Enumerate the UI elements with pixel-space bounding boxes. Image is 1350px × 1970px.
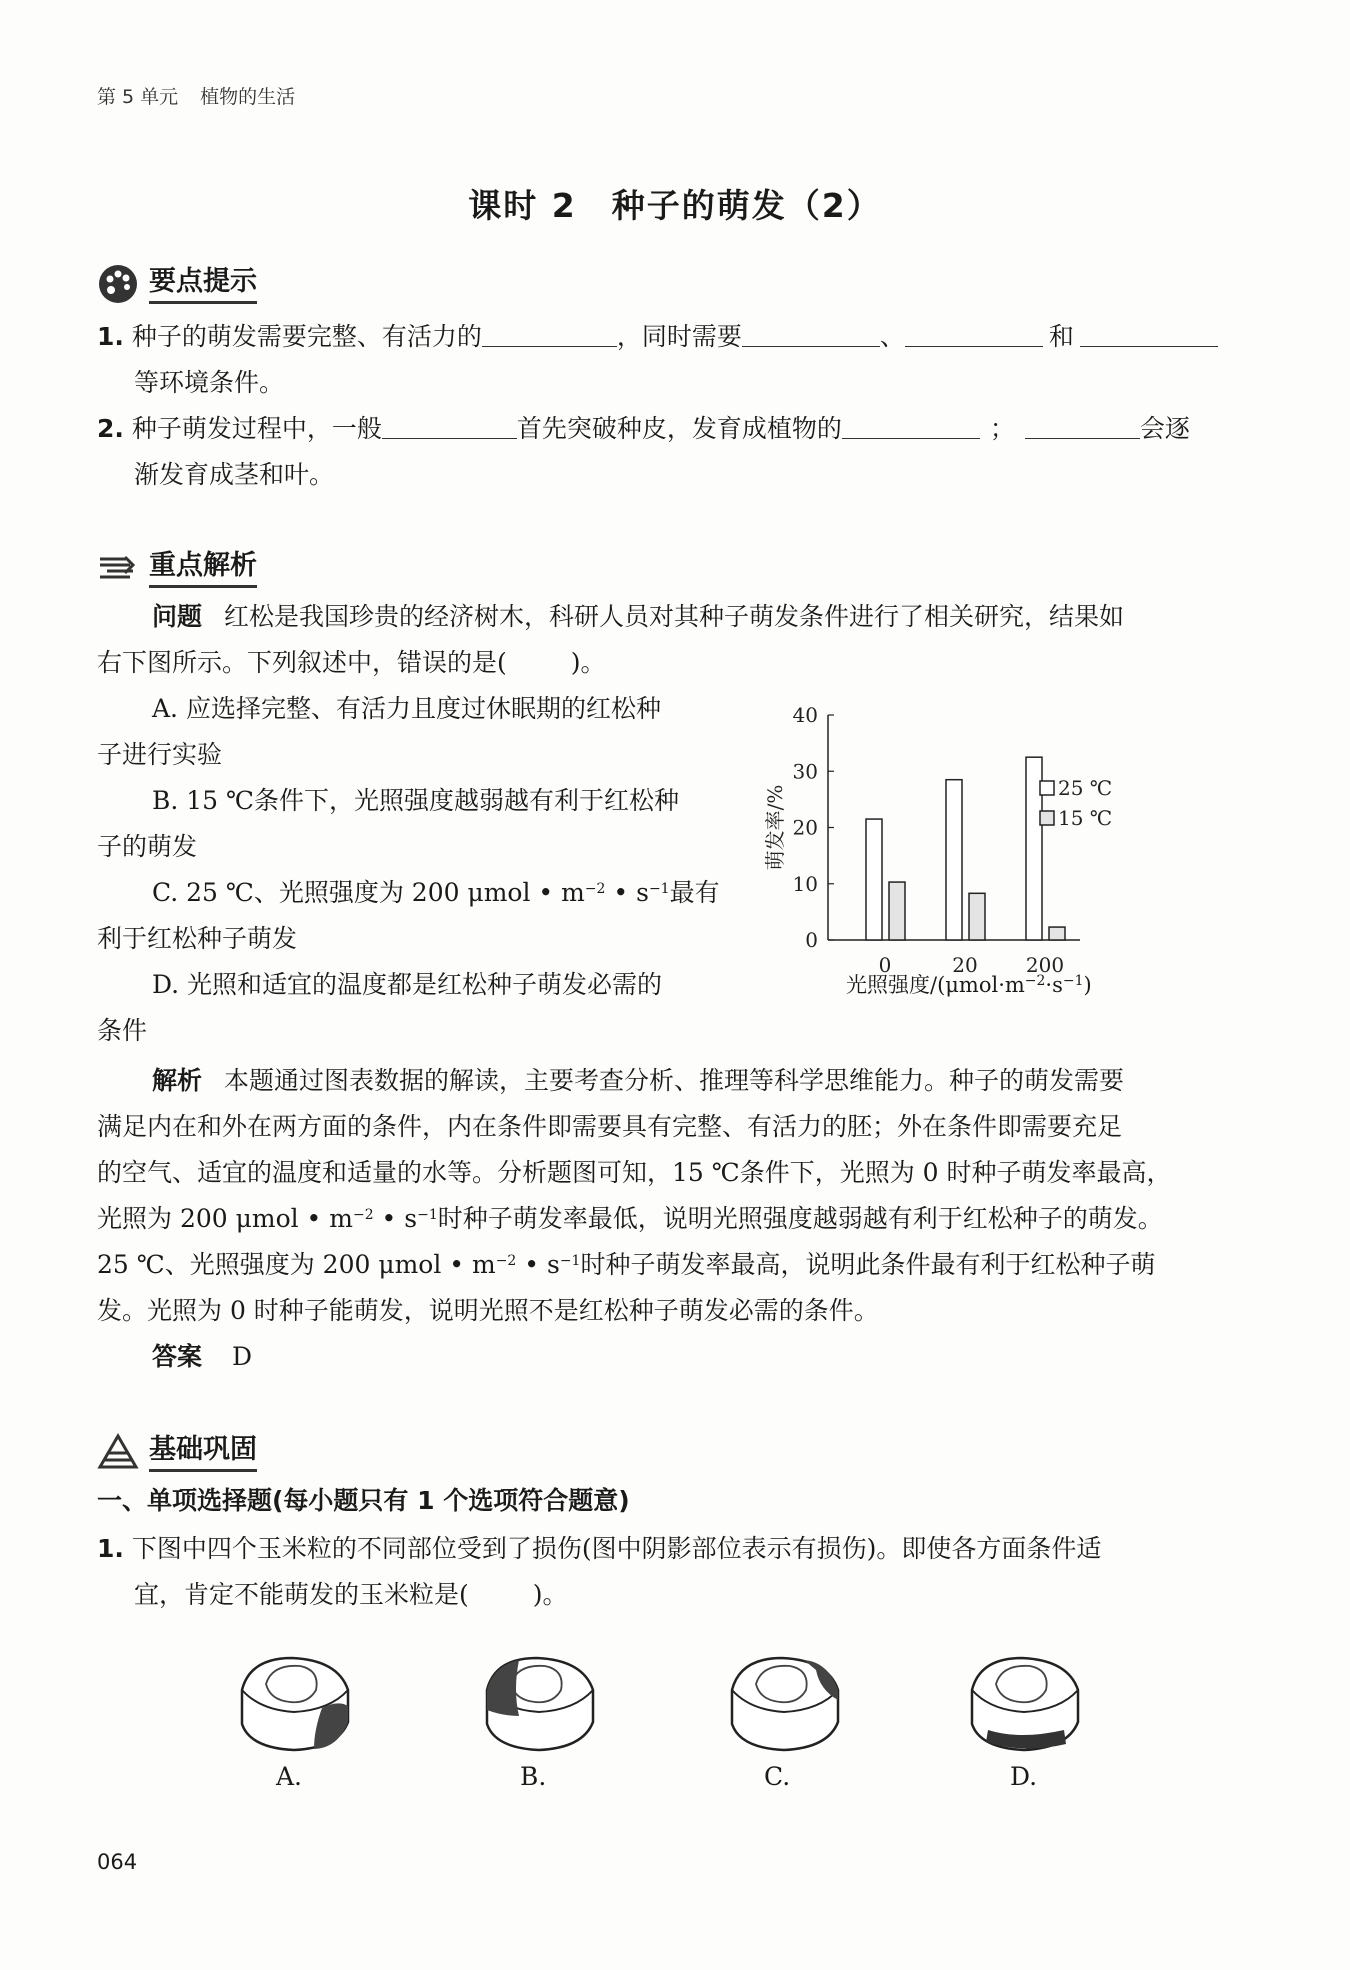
solution-line-1: 解析 本题通过图表数据的解读，主要考查分析、推理等科学思维能力。种子的萌发需要 xyxy=(152,1066,1124,1095)
fill-blank[interactable] xyxy=(842,408,980,439)
problem-line-1: 问题 红松是我国珍贵的经济树木，科研人员对其种子萌发条件进行了相关研究，结果如 xyxy=(152,602,1124,631)
corn-label-b: B. xyxy=(520,1762,547,1791)
legend-entry: 15 ℃ xyxy=(1058,806,1113,830)
solution-line-6: 发。光照为 0 时种子能萌发，说明光照不是红松种子萌发必需的条件。 xyxy=(97,1296,879,1325)
bar-15c-20 xyxy=(969,893,985,940)
unit-label: 第 5 单元 xyxy=(97,86,179,108)
fill-blank[interactable] xyxy=(1080,316,1218,347)
legend-swatch xyxy=(1040,781,1054,795)
legend-swatch xyxy=(1040,811,1054,825)
solution-line-5: 25 ℃、光照强度为 200 μmol • $m^{-2}$ • $s^{-1}$时种子萌发率最高，说明此条件最有利于红松种子萌 xyxy=(97,1250,1156,1279)
key-point-2-cont: 渐发育成茎和叶。 xyxy=(134,460,335,489)
y-tick-label: 10 xyxy=(792,871,818,896)
option-b: B. 15 ℃条件下，光照强度越弱越有利于红松种 xyxy=(152,786,679,815)
bar-25c-0 xyxy=(866,819,882,940)
option-a-cont: 子进行实验 xyxy=(97,740,223,769)
corn-kernel-c xyxy=(720,1650,850,1760)
option-c-cont: 利于红松种子萌发 xyxy=(97,924,298,953)
problem-line-2: 右下图所示。下列叙述中，错误的是( )。 xyxy=(97,648,606,677)
fill-blank[interactable] xyxy=(1025,408,1140,439)
palette-icon xyxy=(97,263,139,305)
section-basics-label: 基础巩固 xyxy=(149,1433,257,1472)
y-tick-label: 20 xyxy=(792,815,818,840)
option-d: D. 光照和适宜的温度都是红松种子萌发必需的 xyxy=(152,970,663,999)
legend-entry: 25 ℃ xyxy=(1058,776,1113,800)
answer-line: 答案 D xyxy=(152,1342,253,1371)
corn-kernel-a xyxy=(230,1650,360,1760)
x-tick-label: 0 xyxy=(878,953,892,977)
section-key-points-label: 要点提示 xyxy=(149,265,257,304)
key-point-2: 2. 种子萌发过程中，一般 首先突破种皮，发育成植物的 ； 会逐 xyxy=(97,406,1190,452)
question-1-line-2: 宜，肯定不能萌发的玉米粒是( )。 xyxy=(134,1580,568,1609)
option-b-cont: 子的萌发 xyxy=(97,832,198,861)
corn-label-a: A. xyxy=(276,1762,303,1791)
pyramid-icon xyxy=(97,1433,139,1471)
corn-label-d: D. xyxy=(1010,1762,1038,1791)
question-group-heading: 一、单项选择题(每小题只有 1 个选项符合题意) xyxy=(97,1486,630,1515)
corn-label-c: C. xyxy=(764,1762,791,1791)
option-d-cont: 条件 xyxy=(97,1016,148,1045)
corn-kernel-b xyxy=(475,1650,605,1760)
page-number: 064 xyxy=(97,1850,138,1874)
page-title: 课时 2 种子的萌发（2） xyxy=(468,186,882,225)
section-key-points xyxy=(97,262,257,306)
question-1-line-1: 1. 下图中四个玉米粒的不同部位受到了损伤(图中阴影部位表示有损伤)。即使各方面条件适 xyxy=(97,1534,1102,1563)
section-analysis xyxy=(97,546,257,590)
section-analysis-label: 重点解析 xyxy=(149,549,257,588)
bar-15c-0 xyxy=(889,882,905,940)
bar-15c-200 xyxy=(1049,927,1065,940)
option-c: C. 25 ℃、光照强度为 200 μmol • $m^{-2}$ • $s^{-1}$最有 xyxy=(152,878,720,907)
fill-blank[interactable] xyxy=(742,316,880,347)
key-point-1-cont: 等环境条件。 xyxy=(134,368,285,397)
solution-line-2: 满足内在和外在两方面的条件，内在条件即需要具有完整、有活力的胚；外在条件即需要充足 xyxy=(97,1112,1123,1141)
fill-blank[interactable] xyxy=(905,316,1043,347)
chapter-label: 植物的生活 xyxy=(200,86,296,108)
running-header xyxy=(97,82,295,109)
solution-line-3: 的空气、适宜的温度和适量的水等。分析题图可知，15 ℃条件下，光照为 0 时种子萌发率最高， xyxy=(97,1158,1172,1187)
x-tick-label: 200 xyxy=(1025,953,1065,977)
y-tick-label: 30 xyxy=(792,759,818,784)
lines-icon xyxy=(97,551,139,585)
y-tick-label: 0 xyxy=(805,928,818,952)
x-tick-label: 20 xyxy=(952,953,978,977)
corn-kernel-d xyxy=(960,1650,1090,1760)
y-tick-label: 40 xyxy=(792,703,818,727)
chart-x-axis-label: 光照强度$/(\mu mol\cdot m^{-2}\cdot s^{-1})$ xyxy=(846,973,1092,997)
fill-blank[interactable] xyxy=(382,408,517,439)
option-a: A. 应选择完整、有活力且度过休眠期的红松种 xyxy=(152,694,661,723)
section-basics xyxy=(97,1430,257,1474)
y-axis-label: 萌发率/% xyxy=(763,784,787,871)
key-point-1: 1. 种子的萌发需要完整、有活力的 ，同时需要 、 和 xyxy=(97,314,1218,360)
solution-line-4: 光照为 200 μmol • $m^{-2}$ • $s^{-1}$时种子萌发率最低，说明光照强度越弱越有利于红松种子的萌发。 xyxy=(97,1204,1163,1233)
fill-blank[interactable] xyxy=(482,316,617,347)
germination-bar-chart xyxy=(760,700,1140,1000)
bar-25c-20 xyxy=(946,780,962,940)
